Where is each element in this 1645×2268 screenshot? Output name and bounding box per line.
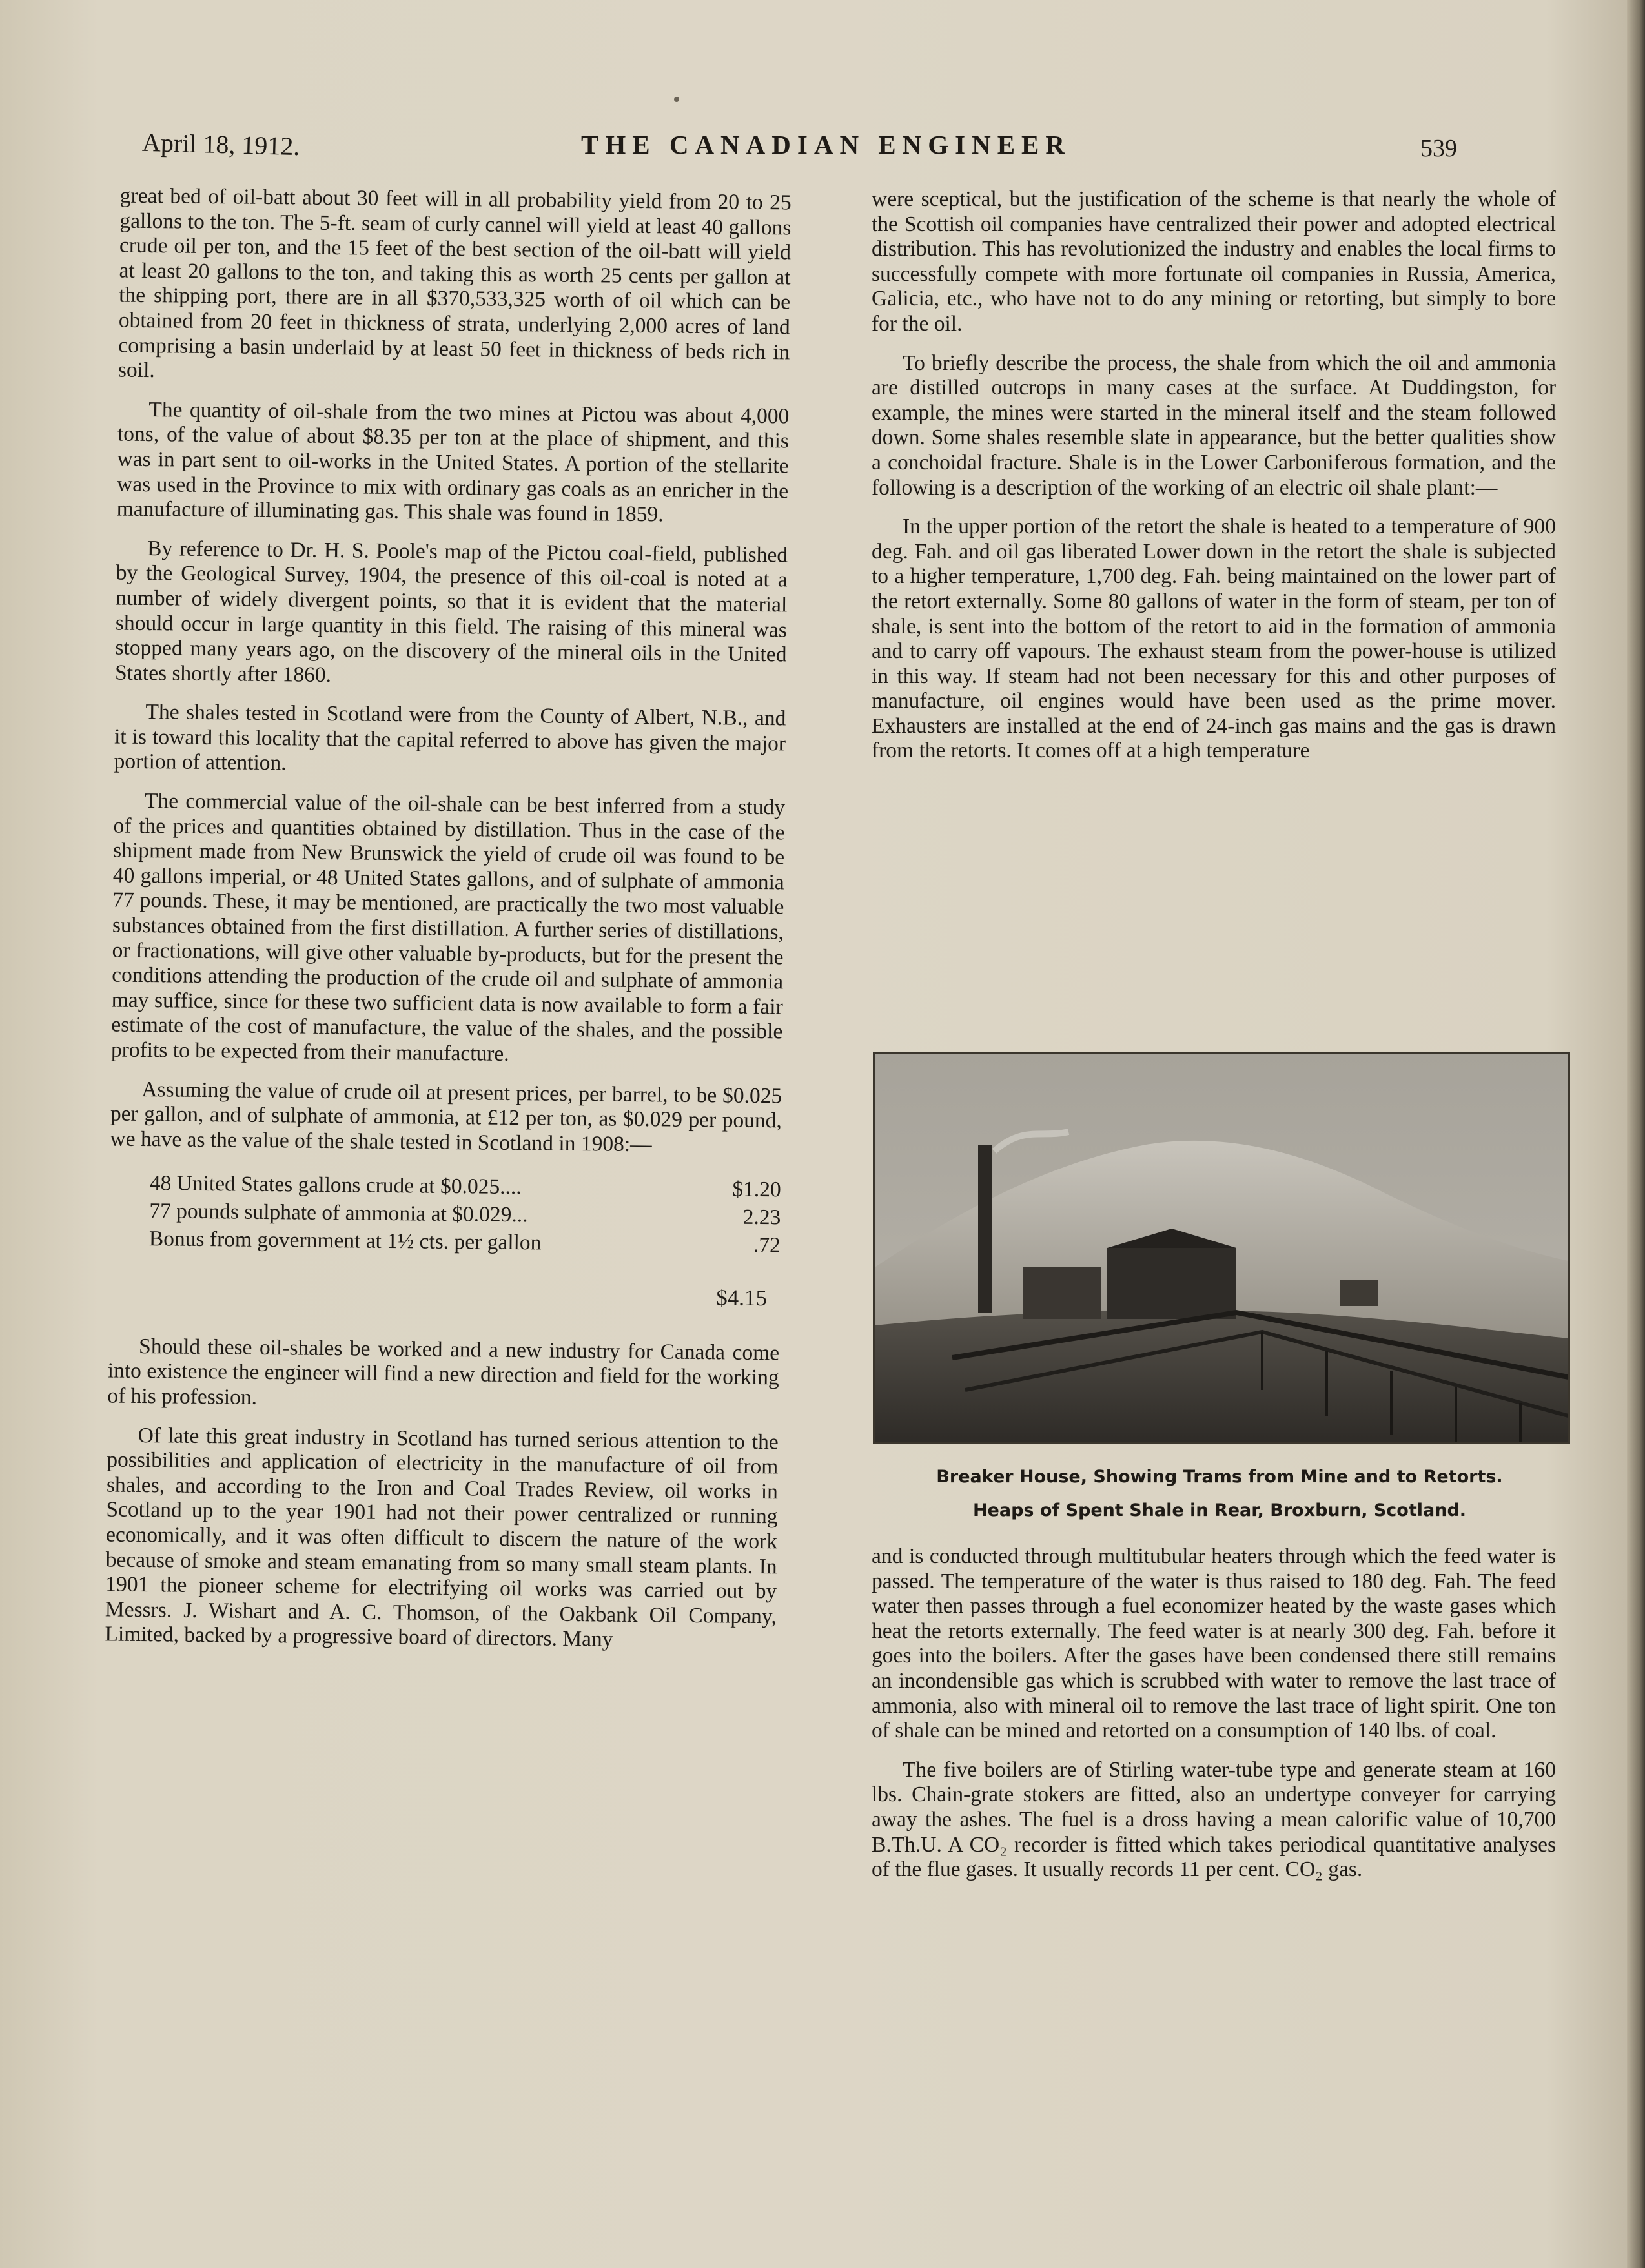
paragraph: To briefly describe the process, the shale from which the oil and ammonia are distilled outcrops in many cases at the surface. At Duddingston, for example, the mines were started in the mineral itself and the steam followed down. Some shales resemble slate in appearance, but the better qualities show a conchoidal fracture. Shale is in the Lower Carboniferous formation, and the following is a description of the working of an electric oil shale plant:— — [872, 351, 1556, 500]
table-row — [110, 1171, 781, 1203]
table-row — [109, 1198, 781, 1230]
paragraph: Should these oil-shales be worked and a new industry for Canada come into existence the engineer will find a new direction and field for the working of his profession. — [107, 1334, 780, 1409]
caption-line: Heaps of Spent Shale in Rear, Broxburn, Scotland. — [972, 1500, 1467, 1520]
paragraph: and is conducted through multitubular heaters through which the feed water is passed. The temperature of the water is thus raised to 180 deg. Fah. The feed water then passes through a fuel economizer heated by the waste gases which heat the retorts externally. The feed water is at nearly 300 deg. Fah. before it goes into the boilers. After the gases have been condensed there still remains an incondensible gas which is scrubbed with water to remove the last trace of ammonia, also with mineral oil to remove the last trace of light spirit. One ton of shale can be mined and retorted on a consumption of 140 lbs. of coal. — [872, 1544, 1556, 1743]
paragraph: great bed of oil-batt about 30 feet will in all probability yield from 20 to 25 gallons to the ton. The 5-ft. seam of curly cannel will yield at least 40 gallons crude oil per ton, and the 15 feet of the best section of the oil-batt will yield at least 20 gallons to the ton, and taking this as worth 25 cents per gallon at the shipping port, there are in all $370,533,325 worth of oil which can be obtained from 20 feet in thickness of strata, underlying 2,000 acres of land comprising a basin underlaid by at least 50 feet in thickness of beds rich in soil. — [118, 183, 792, 383]
right-column-top — [872, 187, 1556, 778]
paragraph: were sceptical, but the justification of the scheme is that nearly the whole of the Scottish oil companies have centralized their power and adopted electrical distribution. This has revolutionized the industry and enables the local firms to successfully compete with more fortunate oil companies in Russia, America, Galicia, etc., who have not to do any mining or retorting, but simply to bore for the oil. — [872, 187, 1556, 336]
table-total: $4.15 — [716, 1285, 768, 1311]
table-amount: .72 — [753, 1232, 781, 1257]
running-header — [142, 129, 1498, 168]
table-item: Bonus from government at 1½ cts. per gallon — [148, 1226, 542, 1255]
left-column — [105, 184, 792, 1669]
table-total-row — [108, 1280, 780, 1311]
paragraph: In the upper portion of the retort the shale is heated to a temperature of 900 deg. Fah. and oil gas liberated Lower down in the retort the shale is subjected to a higher temperature, 1,700 deg. Fah. being maintained on the lower part of the retort externally. Some 80 gallons of water in the form of steam, per ton of shale, is sent into the bottom of the retort to aid in the formation of ammonia and to carry off vapours. The exhaust steam from the power-house is utilized in this way. If steam had not been necessary for this and other purposes of manufacture, oil engines would have been used as the prime mover. Exhausters are installed at the end of 24-inch gas mains and the gas is drawn from the retorts. It comes off at a high temperature — [872, 515, 1556, 763]
chimney — [978, 1145, 992, 1313]
caption-line: Breaker House, Showing Trams from Mine and to Retorts. — [936, 1467, 1503, 1487]
paragraph: Of late this great industry in Scotland has turned serious attention to the possibilities and application of electricity in the manufacture of oil from shales, and according to the Iron and Coal Trades Review, oil works in Scotland up to the year 1901 had not their power centralized or running economically, and it was often difficult to discern the nature of the work because of smoke and steam emanating from so many small steam plants. In 1901 the pioneer scheme for electrifying oil works was carried out by Messrs. J. Wishart and A. C. Thomson, of the Oakbank Oil Company, Limited, backed by a progressive board of directors. Many — [105, 1423, 779, 1651]
paragraph: Assuming the value of crude oil at present prices, per barrel, to be $0.025 per gallon, and of sulphate of ammonia, at £12 per ton, as $0.029 per pound, we have as the value of the shale tested in Scotland in 1908:— — [110, 1077, 782, 1157]
paragraph: The five boilers are of Stirling water-tube type and generate steam at 160 lbs. Chain-grate stokers are fitted, also an undertype conveyer for carrying away the ashes. The fuel is a dross having a mean calorific value of 10,700 B.Th.U. A CO₂ recorder is fitted which takes periodical quantitative analyses of the flue gases. It usually records 11 per cent. CO₂ gas. — [872, 1757, 1556, 1882]
paragraph: The shales tested in Scotland were from the County of Albert, N.B., and it is toward this locality that the capital referred to above has given the major portion of attention. — [114, 700, 786, 775]
table-item: 48 United States gallons crude at $0.025.... — [149, 1171, 522, 1200]
table-amount: 2.23 — [742, 1205, 781, 1230]
breaker-house — [1107, 1248, 1236, 1319]
shed — [1023, 1267, 1101, 1319]
print-speck — [674, 97, 679, 102]
paragraph: By reference to Dr. H. S. Poole's map of the Pictou coal-field, published by the Geological Survey, 1904, the presence of this oil-coal is noted at a number of widely divergent points, so that it is evident that the material should occur in large quantity in this field. The raising of this mineral was stopped many years ago, on the discovery of the mineral oils in the United States shortly after 1860. — [114, 536, 788, 687]
paragraph: The commercial value of the oil-shale can be best inferred from a study of the prices and quantities obtained by distillation. Thus in the case of the shipment made from New Brunswick the yield of crude oil was found to be 40 gallons imperial, or 48 United States gallons, and of sulphate of ammonia 77 pounds. These, it may be mentioned, are practically the two most valuable substances obtained from the first distillation. A further series of distillations, or fractionations, will give other valuable by-products, but for the present the conditions attending the production of the crude oil and sulphate of ammonia may suffice, since for these two sufficient data is now available to form a fair estimate of the cost of manufacture, the value of the shales, and the possible profits to be expected from their manufacture. — [110, 789, 786, 1066]
photo-caption — [873, 1460, 1566, 1527]
breaker-house-photo — [873, 1052, 1570, 1444]
table-row — [109, 1226, 781, 1258]
page-edge-shadow — [1627, 0, 1645, 2268]
journal-title: THE CANADIAN ENGINEER — [581, 130, 1072, 159]
right-column-bottom — [872, 1544, 1556, 1897]
ground — [875, 1310, 1568, 1442]
table-amount: $1.20 — [732, 1177, 781, 1202]
paragraph: The quantity of oil-shale from the two mines at Pictou was about 4,000 tons, of the value of about $8.35 per ton at the place of shipment, and this was in part sent to oil-works in the United States. A portion of the stellarite was used in the Province to mix with ordinary gas coals as an enricher in the manufacture of illuminating gas. This shale was found in 1859. — [116, 397, 790, 527]
header-date: April 18, 1912. — [141, 127, 300, 161]
photo-illustration — [875, 1054, 1568, 1442]
value-table — [108, 1171, 781, 1311]
table-item: 77 pounds sulphate of ammonia at $0.029... — [149, 1199, 528, 1227]
distant-building — [1340, 1280, 1378, 1306]
page-number: 539 — [1420, 135, 1457, 162]
